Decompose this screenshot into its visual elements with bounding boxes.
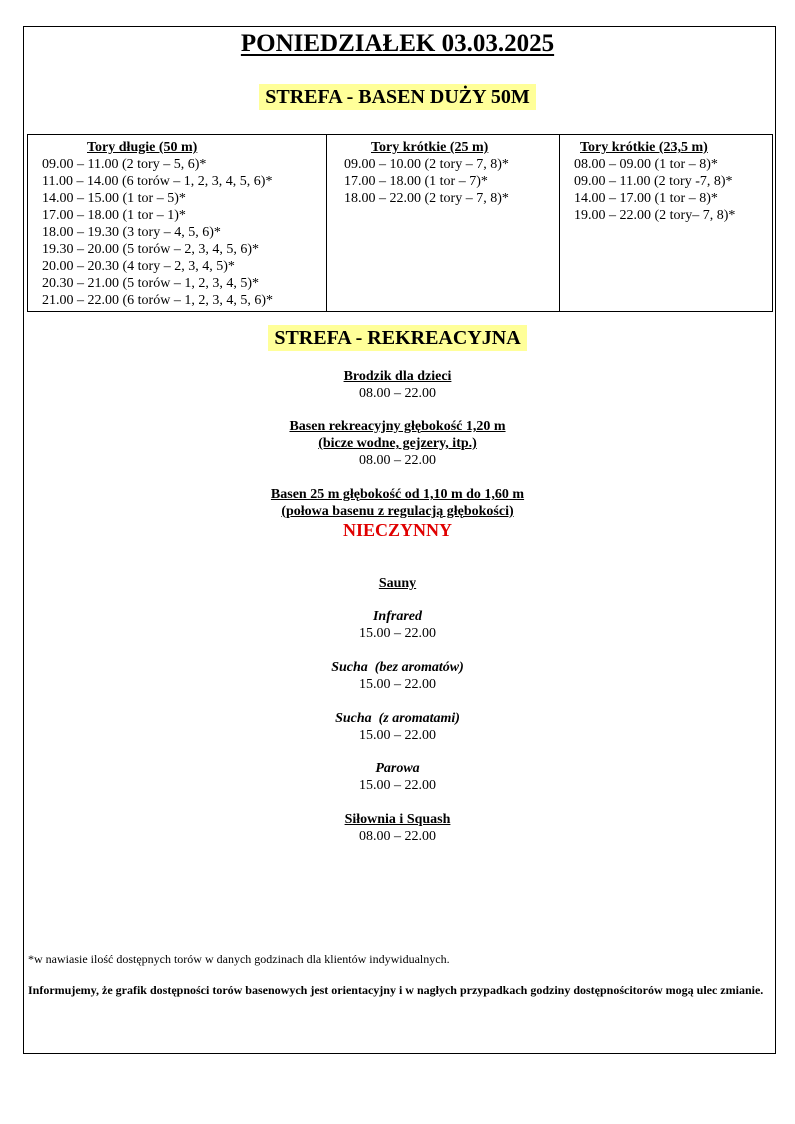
page-title <box>0 30 795 58</box>
list-item: 09.00 – 11.00 (2 tory -7, 8)* <box>574 174 733 189</box>
sauna-steam <box>0 760 795 794</box>
list-item: 21.00 – 22.00 (6 torów – 1, 2, 3, 4, 5, 6)* <box>42 293 273 308</box>
zone-big-pool-heading <box>0 86 795 109</box>
sauny-heading: Sauny <box>378 576 417 591</box>
sauna-dry-no-aroma <box>0 659 795 693</box>
list-item: 08.00 – 09.00 (1 tor – 8)* <box>574 157 718 172</box>
list-item: 17.00 – 18.00 (1 tor – 7)* <box>344 174 488 189</box>
sauna-name: Infrared <box>372 609 422 624</box>
lanes-list-50m <box>42 156 326 309</box>
pool-25m-note: (połowa basenu z regulacją głębokości) <box>281 504 514 519</box>
list-item: 17.00 – 18.00 (1 tor – 1)* <box>42 208 186 223</box>
sauna-name: Parowa <box>375 761 420 776</box>
sauna-hours: 15.00 – 22.00 <box>359 677 436 692</box>
gym-squash-hours: 08.00 – 22.00 <box>359 829 436 844</box>
sauny-heading-block <box>0 575 795 592</box>
brodzik-hours: 08.00 – 22.00 <box>359 386 436 401</box>
recreation-pool-hours: 08.00 – 22.00 <box>359 453 436 468</box>
zone-recreation-title: STREFA - REKREACYJNA <box>268 325 526 351</box>
sauna-infrared <box>0 608 795 642</box>
list-item: 20.00 – 20.30 (4 tory – 2, 3, 4, 5)* <box>42 259 235 274</box>
footnote: *w nawiasie ilość dostępnych torów w danych godzinach dla klientów indywidualnych. <box>28 952 450 966</box>
lanes-column-25m <box>326 135 559 311</box>
recreation-pool-features: (bicze wodne, gejzery, itp.) <box>318 436 477 451</box>
list-item: 20.30 – 21.00 (5 torów – 1, 2, 3, 4, 5)* <box>42 276 259 291</box>
brodzik-name: Brodzik dla dzieci <box>343 369 452 384</box>
zone-big-pool-title: STREFA - BASEN DUŻY 50M <box>259 84 535 110</box>
list-item: 14.00 – 17.00 (1 tor – 8)* <box>574 191 718 206</box>
sauna-name: Sucha (bez aromatów) <box>331 660 464 675</box>
sauna-hours: 15.00 – 22.00 <box>359 626 436 641</box>
list-item: 11.00 – 14.00 (6 torów – 1, 2, 3, 4, 5, 6)* <box>42 174 273 189</box>
recreation-pool-section <box>0 418 795 469</box>
gym-squash-name: Siłownia i Squash <box>344 812 451 827</box>
lanes-table <box>27 134 773 312</box>
brodzik-section <box>0 368 795 402</box>
info-note: Informujemy, że grafik dostępności torów basenowych jest orientacyjny i w nagłych przypadkach godziny dostępnościtorów mogą ulec zmianie. <box>28 983 764 997</box>
lanes-column-23m <box>559 135 772 311</box>
sauna-dry-aroma <box>0 710 795 744</box>
pool-25m-section <box>0 486 795 540</box>
list-item: 19.00 – 22.00 (2 tory– 7, 8)* <box>574 208 736 223</box>
gym-squash-section <box>0 811 795 845</box>
sauna-name: Sucha (z aromatami) <box>335 711 460 726</box>
lanes-heading-23m: Tory krótkie (23,5 m) <box>580 140 708 155</box>
pool-25m-status: NIECZYNNY <box>342 520 452 540</box>
lanes-list-25m <box>344 156 559 207</box>
list-item: 09.00 – 10.00 (2 tory – 7, 8)* <box>344 157 509 172</box>
list-item: 18.00 – 19.30 (3 tory – 4, 5, 6)* <box>42 225 221 240</box>
lanes-heading-50m: Tory długie (50 m) <box>87 140 198 155</box>
sauna-hours: 15.00 – 22.00 <box>359 778 436 793</box>
day-date-title: PONIEDZIAŁEK 03.03.2025 <box>240 30 555 57</box>
lanes-heading-25m: Tory krótkie (25 m) <box>371 140 489 155</box>
zone-recreation-heading <box>0 327 795 350</box>
list-item: 14.00 – 15.00 (1 tor – 5)* <box>42 191 186 206</box>
list-item: 19.30 – 20.00 (5 torów – 2, 3, 4, 5, 6)* <box>42 242 259 257</box>
list-item: 09.00 – 11.00 (2 tory – 5, 6)* <box>42 157 207 172</box>
lanes-column-50m <box>28 135 326 311</box>
pool-25m-name: Basen 25 m głębokość od 1,10 m do 1,60 m <box>270 487 525 502</box>
recreation-pool-name: Basen rekreacyjny głębokość 1,20 m <box>289 419 506 434</box>
list-item: 18.00 – 22.00 (2 tory – 7, 8)* <box>344 191 509 206</box>
lanes-list-23m <box>574 156 772 224</box>
sauna-hours: 15.00 – 22.00 <box>359 728 436 743</box>
